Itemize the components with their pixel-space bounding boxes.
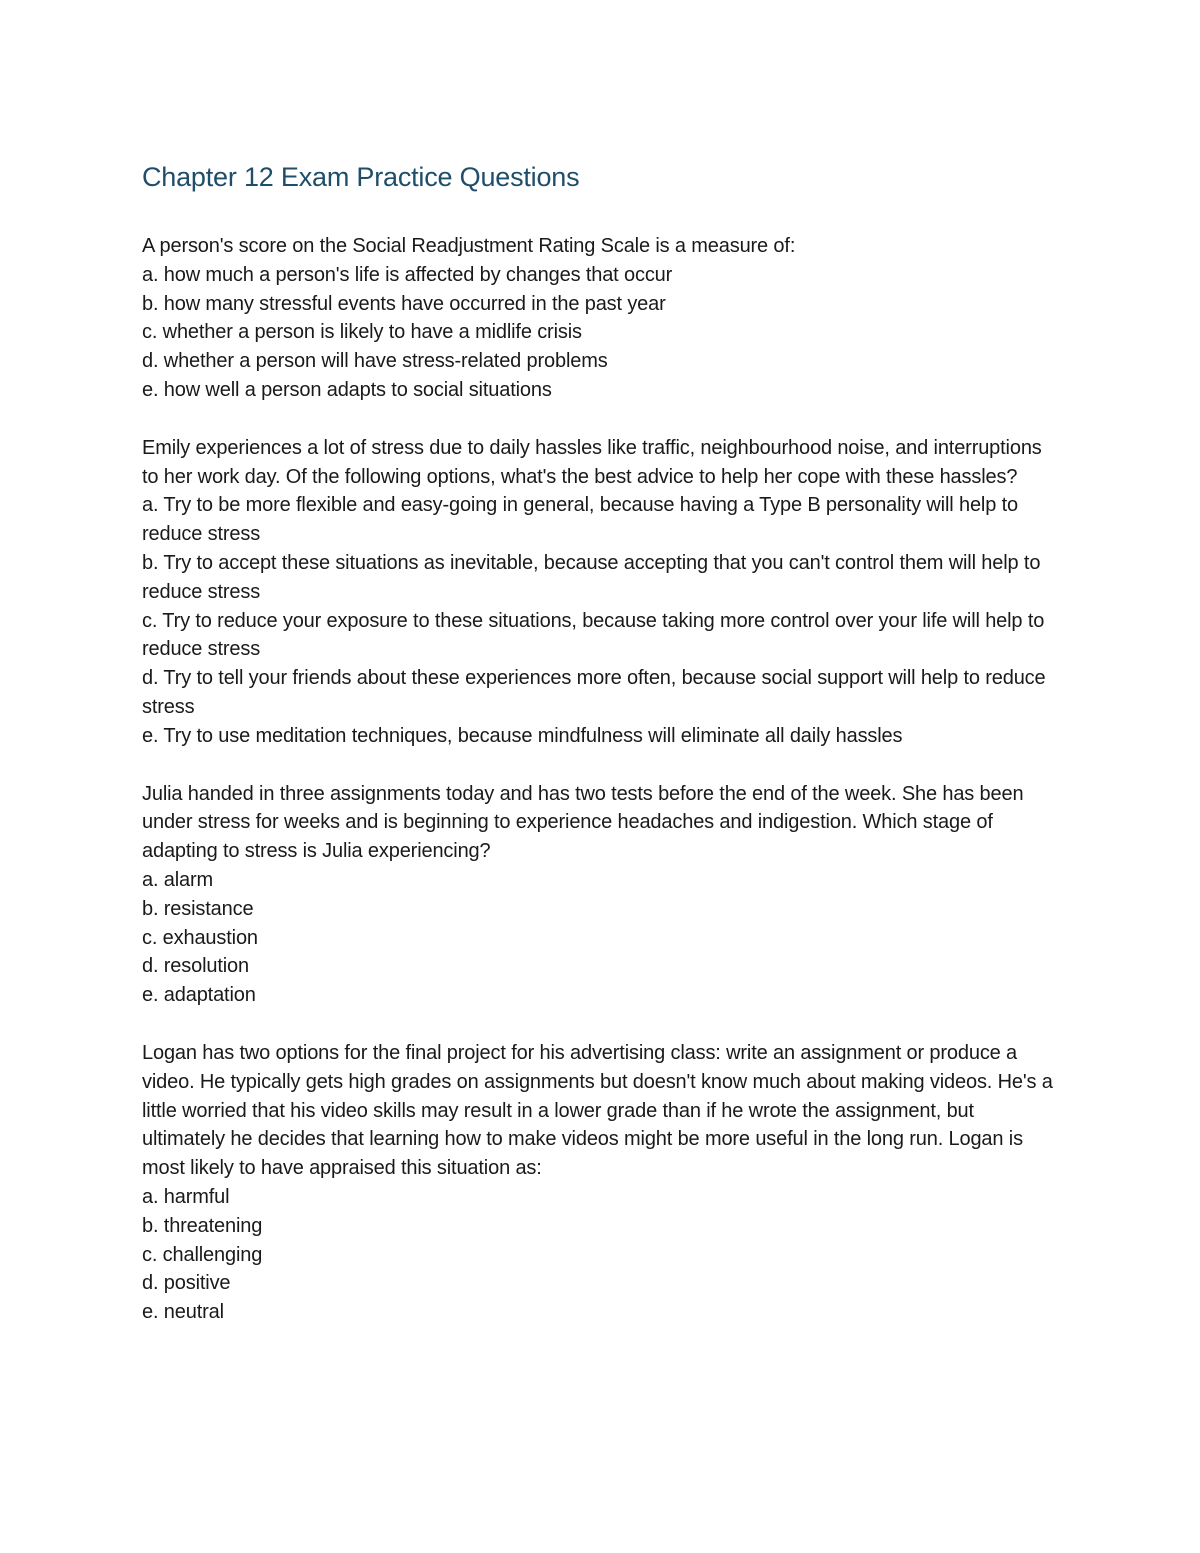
answer-option-b: b. resistance — [142, 897, 254, 920]
question-4 — [142, 1039, 1062, 1327]
answer-option-c: c. Try to reduce your exposure to these situations, because taking more control over your life will help to reduce stress — [142, 609, 1045, 661]
answer-option-c: c. challenging — [142, 1243, 263, 1266]
question-stem: Logan has two options for the final project for his advertising class: write an assignment or produce a video. He typically gets high grades on assignments but doesn't know much about making videos. He's a little worried that his video skills may result in a lower grade than if he wrote the assignment, but ultimately he decides that learning how to make videos might be more useful in the long run. Logan is most likely to have appraised this situation as: — [142, 1041, 1053, 1180]
question-1 — [142, 232, 1062, 405]
answer-option-e: e. how well a person adapts to social situations — [142, 378, 552, 401]
answer-option-d: d. whether a person will have stress-related problems — [142, 350, 608, 373]
question-stem: Julia handed in three assignments today and has two tests before the end of the week. She has been under stress for weeks and is beginning to experience headaches and indigestion. Which stage of adapting to stress is Julia experiencing? — [142, 782, 1024, 863]
question-2 — [142, 434, 1062, 751]
answer-option-b: b. Try to accept these situations as inevitable, because accepting that you can't control them will help to reduce stress — [142, 551, 1041, 603]
answer-option-a: a. how much a person's life is affected by changes that occur — [142, 263, 673, 286]
question-stem: Emily experiences a lot of stress due to daily hassles like traffic, neighbourhood noise, and interruptions to her work day. Of the following options, what's the best advice to help her cope with these hassles? — [142, 436, 1042, 488]
answer-option-a: a. alarm — [142, 868, 214, 891]
document-page — [142, 155, 1062, 1356]
answer-option-c: c. exhaustion — [142, 926, 258, 949]
answer-option-a: a. harmful — [142, 1185, 230, 1208]
question-stem: A person's score on the Social Readjustment Rating Scale is a measure of: — [142, 235, 796, 257]
answer-option-d: d. positive — [142, 1272, 231, 1295]
answer-option-d: d. Try to tell your friends about these experiences more often, because social support will help to reduce stress — [142, 667, 1046, 718]
question-3 — [142, 780, 1062, 1010]
answer-option-b: b. threatening — [142, 1214, 263, 1237]
answer-option-e: e. Try to use meditation techniques, because mindfulness will eliminate all daily hassles — [142, 724, 903, 747]
answer-option-c: c. whether a person is likely to have a midlife crisis — [142, 321, 582, 344]
answer-option-e: e. neutral — [142, 1301, 224, 1324]
answer-option-e: e. adaptation — [142, 984, 256, 1007]
page-title: Chapter 12 Exam Practice Questions — [142, 162, 580, 192]
answer-option-a: a. Try to be more flexible and easy-going in general, because having a Type B personality will help to reduce stress — [142, 494, 1018, 546]
answer-option-b: b. how many stressful events have occurred in the past year — [142, 292, 666, 315]
answer-option-d: d. resolution — [142, 955, 250, 978]
